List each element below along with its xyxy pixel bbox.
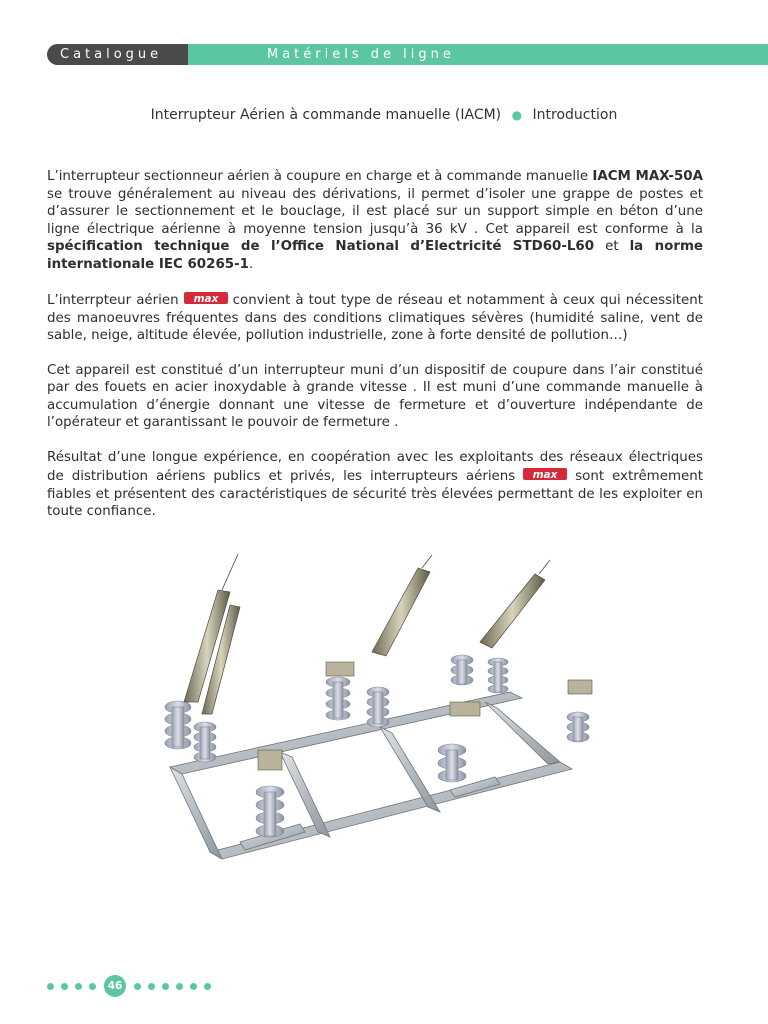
section-tab (188, 44, 768, 65)
catalogue-tab (47, 44, 188, 65)
p3-text-1: Cet appareil est constitué d’un interrupteur muni d’un dispositif de coupure dans l’air constitué par des fouets en acier inoxydable à grande vitesse . Il est muni d’une commande manuelle à accumulation d’énergie donnant une vitesse de fermeture et d’ouverture indépendante de l’opérateur et garantissant le pouvoir de fermeture . (47, 362, 703, 430)
page-number: 46 (104, 975, 126, 997)
svg-text:max: max (532, 469, 558, 481)
p4-text-2: sont extrêmement fiables et présentent des caractéristiques de sécurité très élevées permettant de les exploiter en toute confiance. (47, 469, 703, 519)
paragraph-4 (47, 449, 703, 521)
p4-text-1: Résultat d’une longue expérience, en coopération avec les exploitants des réseaux électriques de distribution aériens publics et privés, les interrupteurs aériens (47, 449, 703, 484)
page-footer (47, 975, 218, 997)
p2-text-1: L’interrpteur aérien (47, 293, 184, 308)
paragraph-1 (47, 168, 703, 273)
p1-product-name: IACM MAX-50A (592, 169, 703, 184)
p1-text-4: . (248, 256, 254, 272)
p1-text-1: L’interrupteur sectionneur aérien à coupure en charge et à commande manuelle (47, 169, 593, 184)
product-photo (150, 552, 620, 912)
p1-spec-reference: spécification technique de l’Office National d’Electricité STD60-L60 (47, 239, 595, 254)
page-title (0, 107, 768, 123)
footer-dot (75, 983, 82, 990)
footer-dot (47, 983, 54, 990)
footer-dot (190, 983, 197, 990)
max-logo (184, 291, 228, 311)
title-separator-dot: ● (511, 108, 523, 122)
paragraph-2 (47, 290, 703, 345)
p2-text-2: convient à tout type de réseau et notamment à ceux qui nécessitent des manoeuvres fréquentes dans des conditions climatiques sévères (humidité saline, vent de sable, neige, altitude élevée, pollution industrielle, zone à forte densité de pollution…) (47, 293, 703, 343)
catalogue-label: Catalogue (60, 47, 163, 62)
p1-text-2: se trouve généralement au niveau des dérivations, il permet d’isoler une grappe de postes et d’assurer le sectionnement et le bouclage, il est placé sur un support simple en béton d’une ligne électrique aérienne à moyenne tension jusqu’à 36 kV . Cet appareil est conforme à la (47, 186, 703, 237)
page-title-section: Introduction (532, 107, 618, 123)
p1-text-3: et (594, 239, 630, 254)
body-text (47, 168, 703, 538)
svg-text:max: max (193, 293, 219, 305)
section-label: Matériels de ligne (267, 47, 455, 62)
footer-dot (61, 983, 68, 990)
paragraph-3 (47, 362, 703, 432)
max-logo (523, 467, 567, 487)
page-title-main: Interrupteur Aérien à commande manuelle (IACM) (150, 107, 502, 123)
header-band (47, 44, 768, 65)
footer-dot (148, 983, 155, 990)
footer-dot (176, 983, 183, 990)
footer-dot (162, 983, 169, 990)
p1-norm-reference: la norme internationale IEC 60265-1 (47, 239, 703, 272)
footer-dot (204, 983, 211, 990)
footer-dot (134, 983, 141, 990)
footer-dot (89, 983, 96, 990)
